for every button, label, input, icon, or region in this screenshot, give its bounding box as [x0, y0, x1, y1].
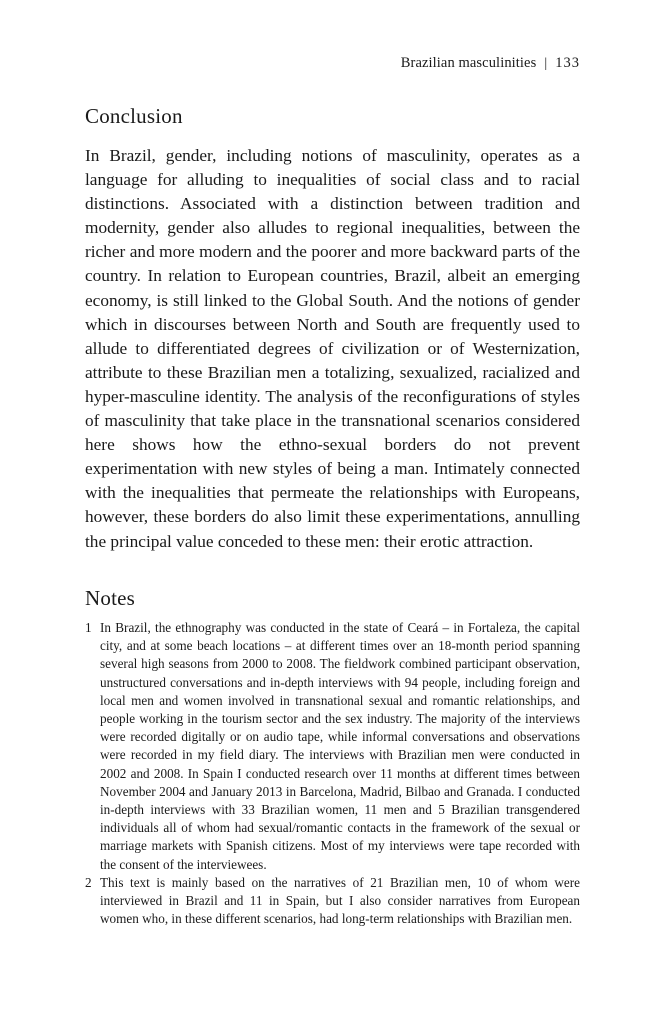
conclusion-paragraph: In Brazil, gender, including notions of masculinity, operates as a language for alluding to inequalities of social class and to racial distinctions. Associated with a distinction between tradition and modernity, gender also alludes to regional inequalities, between the richer and more modern and the poorer and more backward parts of the country. In relation to European countries, Brazil, albeit an emerging economy, is still linked to the Global South. And the notions of gender which in discourses between North and South are frequently used to allude to differentiated degrees of civilization or of Westernization, attribute to these Brazilian men a totalizing, sexualized, racialized and hyper-masculine identity. The analysis of the reconfigurations of styles of masculinity that take place in the transnational scenarios considered here shows how the ethno-sexual borders do not prevent experimentation with new styles of being a man. Intimately connected with the inequalities that permeate the relationships with Europeans, however, these borders do also limit these experimentations, annulling the principal value conceded to these men: their erotic attraction. [85, 146, 580, 551]
notes-heading: Notes [85, 586, 135, 610]
notes-list [85, 619, 580, 928]
note-text: In Brazil, the ethnography was conducted in the state of Ceará – in Fortaleza, the capital city, and at some beach locations – at different times over an 18-month period spanning several high seasons from 2000 to 2008. The fieldwork combined participant observation, unstructured conversations and in-depth interviews with 94 people, including foreign and local men and women involved in transnational sexual and romantic relationships, and people working in the tourism sector and the sex industry. The majority of the interviews were recorded digitally or on audio tape, while informal conversations and observations were recorded in my field diary. The interviews with Brazilian men were conducted in 2002 and 2008. In Spain I conducted research over 11 months at different times between November 2004 and January 2013 in Barcelona, Madrid, Bilbao and Granada. I conducted in-depth interviews with 33 Brazilian women, 11 men and 5 Brazilian transgendered individuals all of whom had sexual/romantic contacts in the framework of the sexual or marriage markets with Spanish citizens. Most of my interviews were tape recorded with the consent of the interviewees. [100, 620, 580, 872]
note-number: 2 [85, 874, 92, 890]
running-head [401, 55, 580, 72]
conclusion-heading: Conclusion [85, 104, 183, 128]
note-text: This text is mainly based on the narratives of 21 Brazilian men, 10 of whom were interviewed in Brazil and 11 in Spain, but I also consider narratives from European women who, in these different scenarios, had long-term relationships with Brazilian men. [100, 874, 580, 927]
note-number: 1 [85, 620, 92, 635]
note-item [85, 874, 580, 929]
page-number: 133 [555, 55, 580, 71]
running-head-title: Brazilian masculinities [400, 55, 537, 71]
running-head-separator: | [544, 56, 548, 71]
note-item [85, 619, 580, 874]
